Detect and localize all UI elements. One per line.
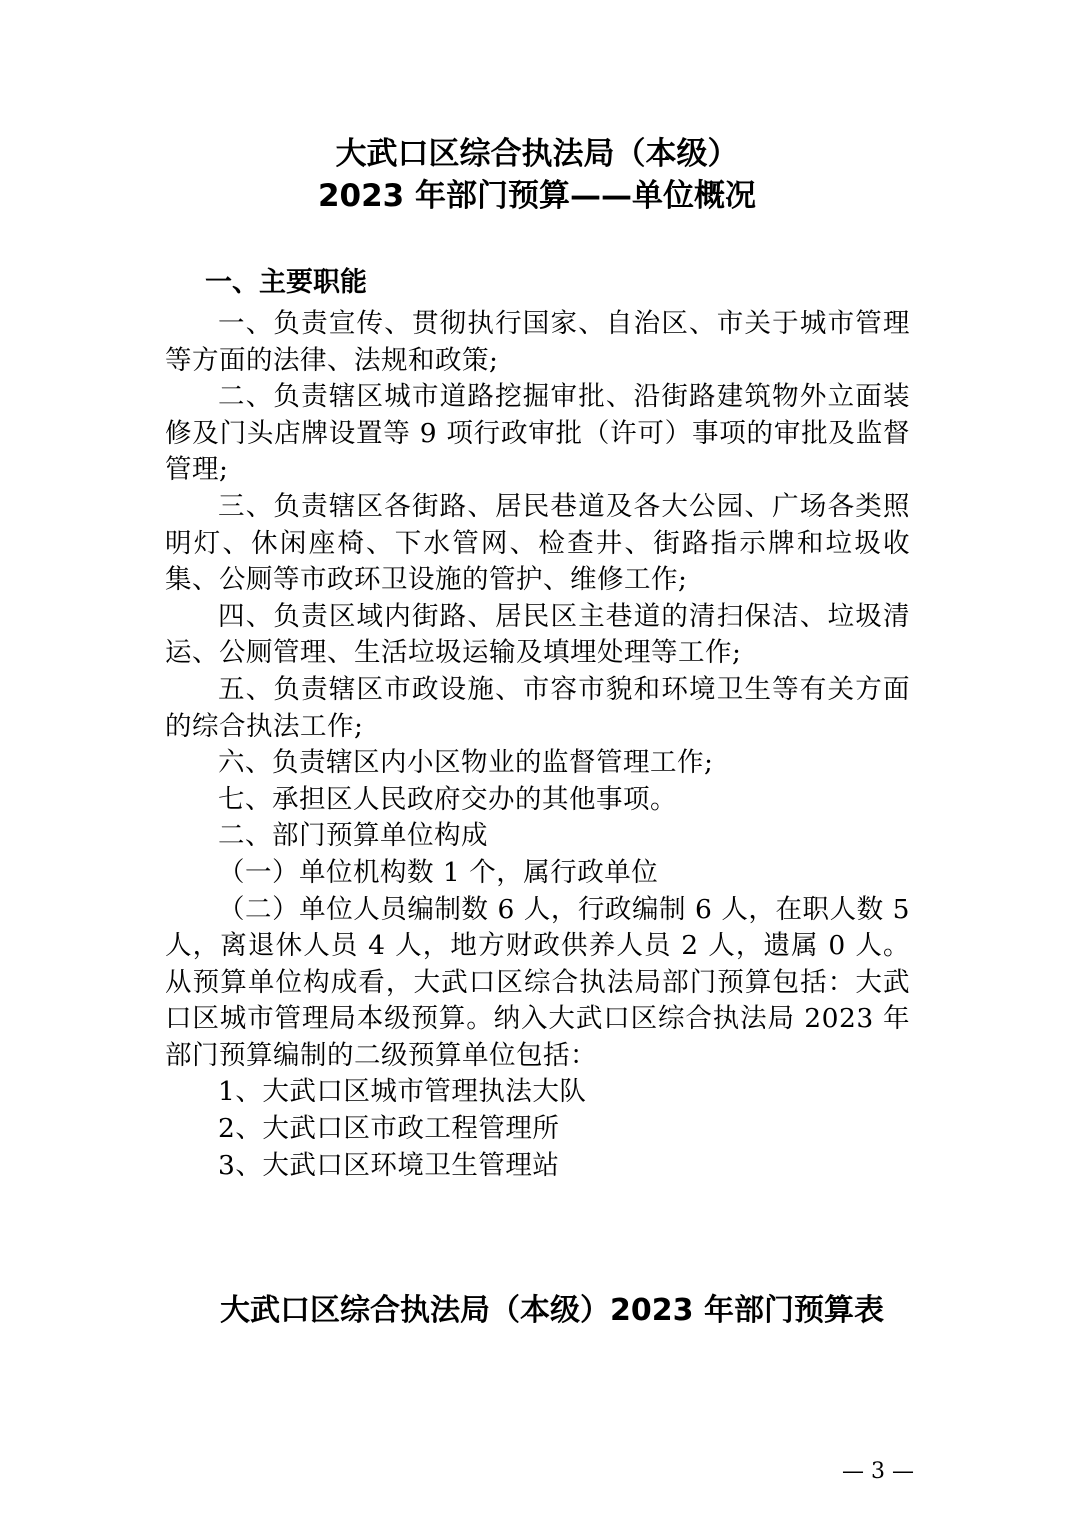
- duty-paragraph: 五、负责辖区市政设施、市容市貌和环境卫生等有关方面的综合执法工作;: [165, 673, 910, 742]
- duty-paragraph: 三、负责辖区各街路、居民巷道及各大公园、广场各类照明灯、休闲座椅、下水管网、检查井、街路指示牌和垃圾收集、公厕等市政环卫设施的管护、维修工作;: [165, 490, 910, 596]
- document-title-line2: 2023 年部门预算——单位概况: [317, 178, 757, 214]
- sub-unit-item: 1、大武口区城市管理执法大队: [218, 1076, 587, 1108]
- duty-paragraph: 四、负责区域内街路、居民区主巷道的清扫保洁、垃圾清运、公厕管理、生活垃圾运输及填埋处理等工作;: [165, 600, 910, 669]
- duty-paragraph: 七、承担区人民政府交办的其他事项。: [218, 783, 677, 815]
- section2-heading: 二、部门预算单位构成: [218, 820, 488, 852]
- page-number: — 3 —: [842, 1459, 914, 1484]
- document-body: [165, 306, 910, 1184]
- duty-paragraph: 二、负责辖区城市道路挖掘审批、沿街路建筑物外立面装修及门头店牌设置等 9 项行政审批（许可）事项的审批及监督管理;: [165, 381, 910, 486]
- composition-paragraph: （一）单位机构数 1 个，属行政单位: [218, 856, 659, 888]
- duty-paragraph: 六、负责辖区内小区物业的监督管理工作;: [218, 747, 714, 779]
- budget-table-title: 大武口区综合执法局（本级）2023 年部门预算表: [220, 1293, 884, 1328]
- section1-heading: 一、主要职能: [205, 267, 367, 298]
- composition-paragraph: （二）单位人员编制数 6 人，行政编制 6 人，在职人数 5 人，离退休人员 4 人，地方财政供养人员 2 人，遗属 0 人。从预算单位构成看，大武口区综合执法局部门预算包括：大武口区城市管理局本级预算。纳入大武口区综合执法局 2023 年部门预算编制的二级预算单位包括：: [165, 893, 910, 1071]
- sub-unit-item: 3、大武口区环境卫生管理站: [218, 1149, 560, 1181]
- document-title-line1: 大武口区综合执法局（本级）: [335, 136, 739, 172]
- duty-paragraph: 一、负责宣传、贯彻执行国家、自治区、市关于城市管理等方面的法律、法规和政策;: [165, 308, 910, 376]
- sub-unit-item: 2、大武口区市政工程管理所: [218, 1113, 560, 1145]
